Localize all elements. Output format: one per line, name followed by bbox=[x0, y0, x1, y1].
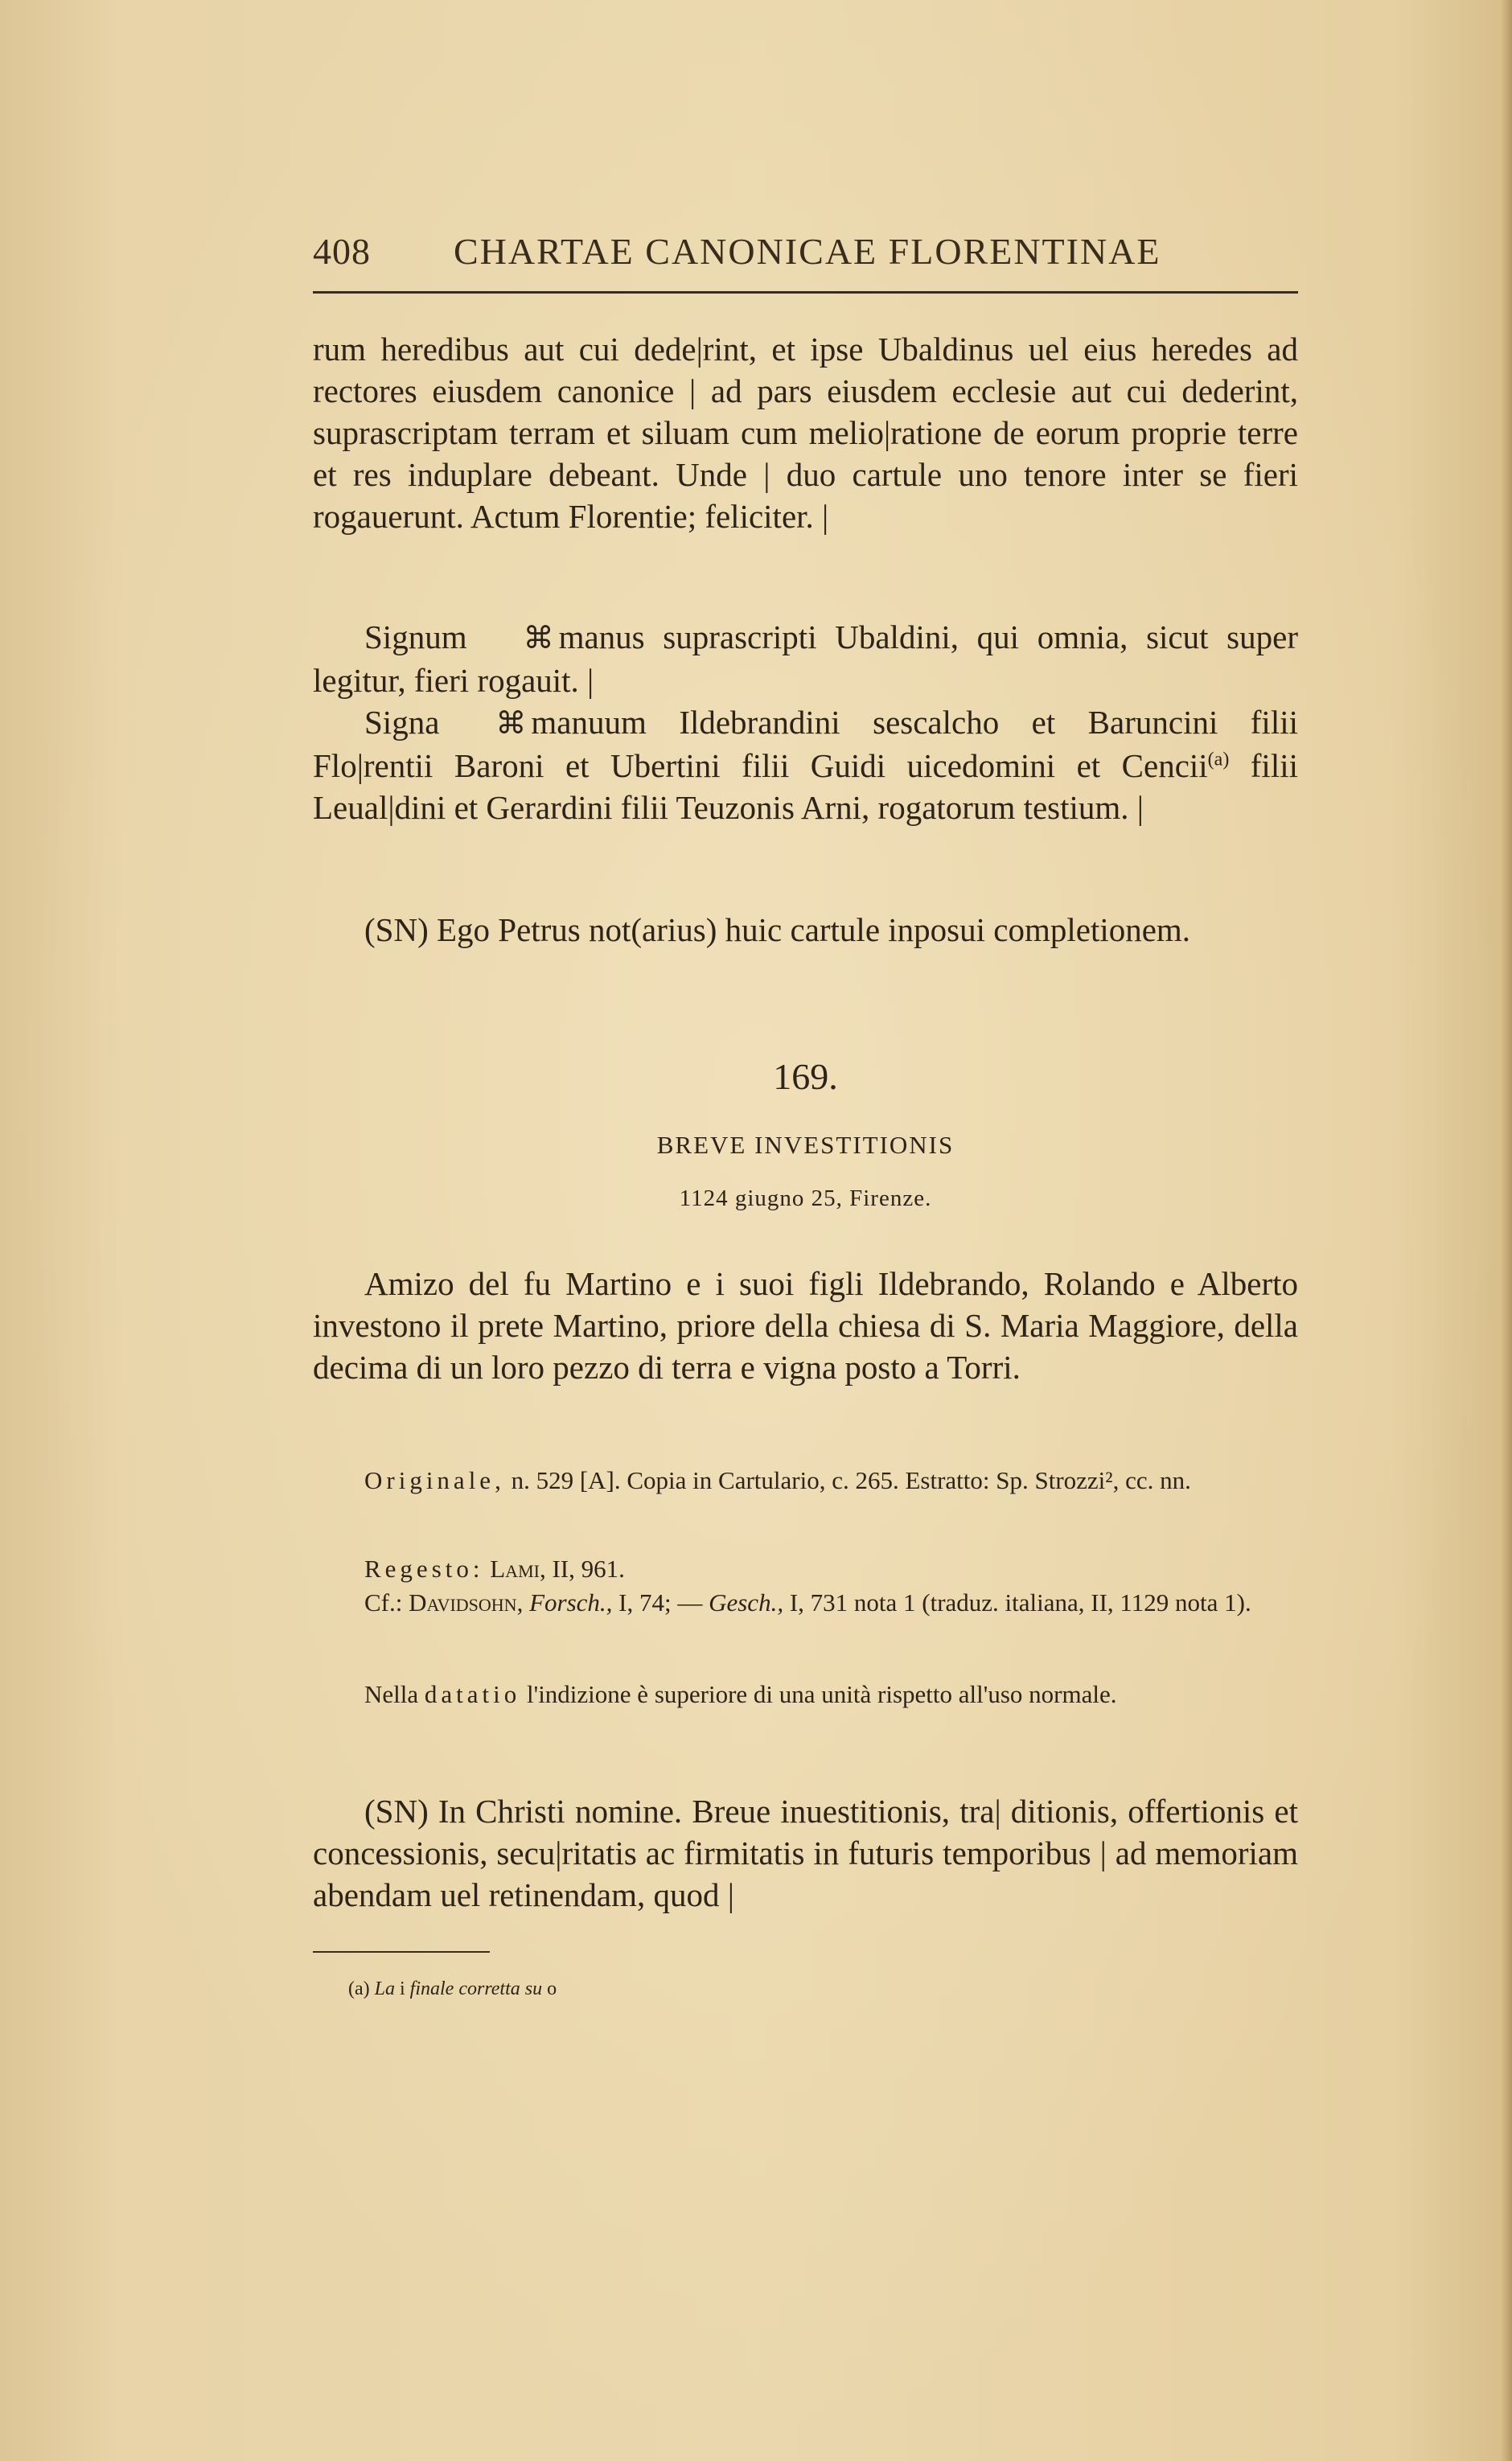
signum-2 bbox=[313, 701, 1298, 828]
footnote-rule bbox=[313, 1951, 490, 1953]
footnote-letter: i bbox=[400, 1978, 405, 1999]
document-summary-block bbox=[313, 1263, 1298, 1388]
footnote-mark: (a) bbox=[348, 1978, 370, 1999]
running-title: CHARTAE CANONICAE FLORENTINAE bbox=[454, 231, 1161, 272]
footnote bbox=[348, 1978, 557, 2000]
tradition-label: Originale, bbox=[364, 1466, 505, 1494]
document-summary: Amizo del fu Martino e i suoi figli Ildebrando, Rolando e Alberto investono il prete Martino, priore della chiesa di S. Maria Maggiore, della decima di un loro pezzo di terra e vigna posto a Torri. bbox=[313, 1265, 1298, 1386]
document-text-block bbox=[313, 1790, 1298, 1916]
datatio-note bbox=[313, 1678, 1298, 1711]
cf-label: Cf.: bbox=[364, 1588, 403, 1617]
footnote-ref: (a) bbox=[1207, 749, 1230, 770]
signum-2-text: manuum Ildebrandini sescalcho et Baruncini filii Flo|rentii Baroni et Ubertini filii Guidi uicedomini et Cencii bbox=[313, 704, 1298, 784]
cf-work-2: Gesch., bbox=[709, 1588, 784, 1617]
cf-text-2: I, 731 nota 1 (traduz. italiana, II, 1129 nota 1). bbox=[789, 1588, 1251, 1617]
notary-completion: (SN) Ego Petrus not(arius) huic cartule inposui completionem. bbox=[364, 911, 1191, 948]
footnote-letter-2: o bbox=[547, 1978, 557, 1999]
cf-work-1: Forsch., bbox=[529, 1588, 613, 1617]
document-text: (SN) In Christi nomine. Breue inuestitionis, tra| ditionis, offertionis et concessionis, secu|ritatis ac firmitatis in futuris temporibus | ad memoriam abendam uel retinendam, quod | bbox=[313, 1793, 1298, 1913]
prev-doc-paragraph bbox=[313, 328, 1298, 537]
document-title: BREVE INVESTITIONIS bbox=[656, 1131, 955, 1159]
signum-2-label: Signa bbox=[364, 704, 440, 741]
completion-block bbox=[313, 909, 1298, 951]
regesto-label: Regesto: bbox=[364, 1555, 484, 1583]
datatio-block bbox=[313, 1678, 1298, 1711]
footnote-text-2: finale corretta su bbox=[409, 1978, 543, 1999]
document-date: 1124 giugno 25, Firenze. bbox=[679, 1185, 932, 1211]
tradition-block bbox=[313, 1464, 1298, 1498]
cf-author: Davidsohn, bbox=[409, 1588, 524, 1617]
regesto-block bbox=[313, 1552, 1298, 1620]
cf-note bbox=[313, 1586, 1298, 1620]
running-header bbox=[313, 230, 1298, 278]
tradition-text: n. 529 [A]. Copia in Cartulario, c. 265. Estratto: Sp. Strozzi², cc. nn. bbox=[511, 1466, 1191, 1494]
page-number: 408 bbox=[313, 231, 371, 272]
signum-cross-icon: ⌘ bbox=[495, 707, 527, 741]
document-number: 169. bbox=[773, 1056, 838, 1097]
datatio-after: l'indizione è superiore di una unità rispetto all'uso normale. bbox=[527, 1680, 1117, 1708]
prev-doc-text: rum heredibus aut cui dede|rint, et ipse Ubaldinus uel eius heredes ad rectores eiusdem canonice | ad pars eiusdem ecclesie aut cui dederint, suprascriptam terram et siluam cum melio|ratione de eorum proprie terre et res induplare debeant. Unde | duo cartule uno tenore inter se fieri rogauerunt. Actum Florentie; feliciter. | bbox=[313, 331, 1298, 535]
signum-cross-icon: ⌘ bbox=[523, 622, 554, 655]
tradition-note bbox=[313, 1464, 1298, 1498]
header-rule bbox=[313, 291, 1298, 294]
signum-1-text: manus suprascripti Ubaldini, qui omnia, sicut super legitur, fieri rogauit. | bbox=[313, 618, 1298, 699]
cf-text-1: I, 74; — bbox=[618, 1588, 703, 1617]
signum-1 bbox=[313, 616, 1298, 701]
datatio-label: datatio bbox=[424, 1680, 521, 1708]
footnote-text-1: La bbox=[374, 1978, 395, 1999]
signum-2-end: filii Leual|dini et Gerardini filii Teuzonis Arni, rogatorum testium. | bbox=[313, 747, 1298, 826]
datatio-before: Nella bbox=[364, 1680, 419, 1708]
signum-block bbox=[313, 616, 1298, 828]
regesto-note bbox=[313, 1552, 1298, 1586]
regesto-text: Lami, II, 961. bbox=[490, 1555, 625, 1583]
page-edge-shadow bbox=[1501, 0, 1512, 2461]
signum-1-label: Signum bbox=[364, 618, 467, 655]
